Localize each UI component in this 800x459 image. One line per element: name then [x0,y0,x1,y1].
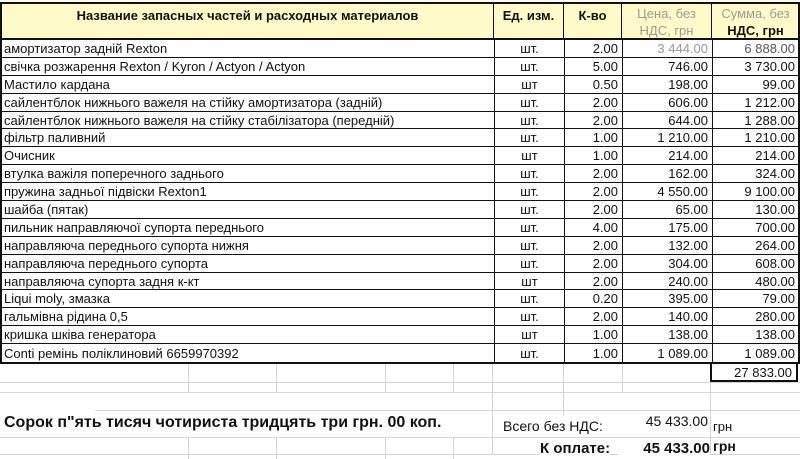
row-sum: 214.00 [712,147,799,164]
row-price: 304.00 [622,255,712,272]
row-name: направляюча супорта задня к-кт [4,273,200,289]
table-row [2,344,798,362]
table-header [0,2,800,40]
row-qty: 2.00 [564,308,622,325]
gridline [622,364,623,392]
row-price: 4 550.00 [622,183,712,200]
table-row [2,40,798,58]
table-row [2,273,798,291]
row-sum: 480.00 [712,273,799,290]
header-price: Цена, без НДС, грн [622,4,712,38]
gridline [385,437,386,459]
gridline [0,382,800,383]
table-row [2,201,798,219]
row-sum: 280.00 [712,308,799,325]
table-row [2,112,798,130]
row-qty: 2.00 [564,112,622,129]
gridline [95,410,800,411]
table-row [2,165,798,183]
row-qty: 4.00 [564,219,622,236]
row-name: Мастило кардана [4,76,110,92]
row-qty: 0.50 [564,76,622,93]
row-name: пильник направляючої супорта переднього [4,219,264,235]
gridline [0,437,800,438]
gridline [188,364,189,392]
table-row [2,237,798,255]
gridline [0,392,800,393]
row-sum: 264.00 [712,237,799,254]
row-qty: 2.00 [564,183,622,200]
row-price: 644.00 [622,112,712,129]
gridline [453,437,454,459]
table-row [2,326,798,344]
row-name: гальмівна рідина 0,5 [4,309,128,325]
row-name: направляюча переднього супорта [4,255,208,271]
row-sum: 324.00 [712,165,799,182]
row-unit: шт. [494,344,564,362]
row-qty: 2.00 [564,40,622,57]
row-price: 140.00 [622,308,712,325]
header-sum-line2: НДС, грн [727,23,784,38]
table-row [2,58,798,76]
row-name: Conti ремінь поліклиновий 6659970392 [4,345,239,361]
table-body [0,40,800,364]
row-qty: 1.00 [564,326,622,343]
row-sum: 99.00 [712,76,799,93]
row-unit: шт [494,76,564,93]
row-price: 606.00 [622,94,712,111]
header-sum [712,4,799,38]
row-name: шайба (пятак) [4,201,89,217]
row-unit: шт. [494,255,564,272]
amount-in-words: Сорок п"ять тисяч чотириста тридцять три грн. 00 коп. [4,414,442,431]
row-price: 1 089.00 [622,344,712,362]
row-unit: шт. [494,58,564,75]
row-sum: 608.00 [712,255,799,272]
row-sum: 6 888.00 [712,40,799,57]
table-row [2,94,798,112]
row-price: 746.00 [622,58,712,75]
total-without-vat-label: Всего без НДС: [503,418,603,434]
row-sum: 700.00 [712,219,799,236]
row-qty: 1.00 [564,147,622,164]
row-sum: 1 212.00 [712,94,799,111]
row-qty: 0.20 [564,290,622,307]
row-name: сайлентблок нижнього важеля на стійку стабілізатора (передній) [4,112,395,128]
gridline [276,364,277,392]
row-unit: шт. [494,183,564,200]
row-unit: шт. [494,290,564,307]
row-unit: шт [494,273,564,290]
row-price: 65.00 [622,201,712,218]
row-price: 132.00 [622,237,712,254]
row-name: Liqui moly, змазка [4,291,110,307]
row-price: 138.00 [622,326,712,343]
row-unit: шт [494,147,564,164]
row-name: амортизатор задній Rexton [4,40,168,56]
row-unit: шт. [494,237,564,254]
row-sum: 1 210.00 [712,129,799,146]
row-price: 3 444.00 [622,40,712,57]
gridline [276,437,277,459]
table-row [2,147,798,165]
row-unit: шт. [494,40,564,57]
row-unit: шт. [494,201,564,218]
row-name: свічка розжарення Rexton / Kyron / Actyon / Actyon [4,58,306,74]
row-qty: 2.00 [564,237,622,254]
row-name: сайлентблок нижнього важеля на стійку амортизатора (задній) [4,94,383,110]
gridline [453,364,454,392]
table-row [2,255,798,273]
row-qty: 2.00 [564,255,622,272]
row-name: Очисник [4,148,55,164]
row-price: 214.00 [622,147,712,164]
table-row [2,290,798,308]
total-currency: грн [713,419,733,434]
row-unit: шт. [494,308,564,325]
gridline [492,364,493,454]
row-name: направляюча переднього супорта нижня [4,237,249,253]
amount-due-label: К оплате: [540,440,611,457]
gridline [563,364,564,416]
amount-due-value: 45 433.00 [618,440,710,457]
row-price: 198.00 [622,76,712,93]
row-qty: 1.00 [564,129,622,146]
row-unit: шт. [494,94,564,111]
subtotal-value: 27 833.00 [710,364,798,382]
row-unit: шт. [494,129,564,146]
table-row [2,219,798,237]
row-qty: 2.00 [564,201,622,218]
row-price: 395.00 [622,290,712,307]
row-qty: 5.00 [564,58,622,75]
row-unit: шт [494,326,564,343]
row-price: 162.00 [622,165,712,182]
row-name: втулка важіля поперечного заднього [4,166,224,182]
row-qty: 2.00 [564,273,622,290]
table-row [2,183,798,201]
row-qty: 2.00 [564,165,622,182]
table-row [2,308,798,326]
row-sum: 1 288.00 [712,112,799,129]
row-price: 175.00 [622,219,712,236]
row-sum: 1 089.00 [712,344,799,362]
total-without-vat-value: 45 433.00 [620,413,708,429]
row-unit: шт. [494,112,564,129]
row-name: кришка шківа генератора [4,327,156,343]
row-sum: 130.00 [712,201,799,218]
table-row [2,129,798,147]
row-sum: 3 730.00 [712,58,799,75]
amount-due-currency: грн [713,438,736,454]
row-sum: 79.00 [712,290,799,307]
row-price: 240.00 [622,273,712,290]
header-unit: Ед. изм. [494,4,564,38]
row-unit: шт. [494,219,564,236]
row-name: фільтр паливний [4,130,106,146]
header-name: Название запасных частей и расходных материалов [2,4,494,38]
row-name: пружина задньої підвіски Rexton1 [4,184,207,200]
row-unit: шт. [494,165,564,182]
row-sum: 138.00 [712,326,799,343]
table-row [2,76,798,94]
row-price: 1 210.00 [622,129,712,146]
header-qty: К-во [564,4,622,38]
row-sum: 9 100.00 [712,183,799,200]
gridline [710,382,711,454]
gridline [188,437,189,459]
row-qty: 2.00 [564,94,622,111]
row-qty: 1.00 [564,344,622,362]
header-sum-line1: Сумма, без [721,6,790,21]
gridline [385,364,386,392]
